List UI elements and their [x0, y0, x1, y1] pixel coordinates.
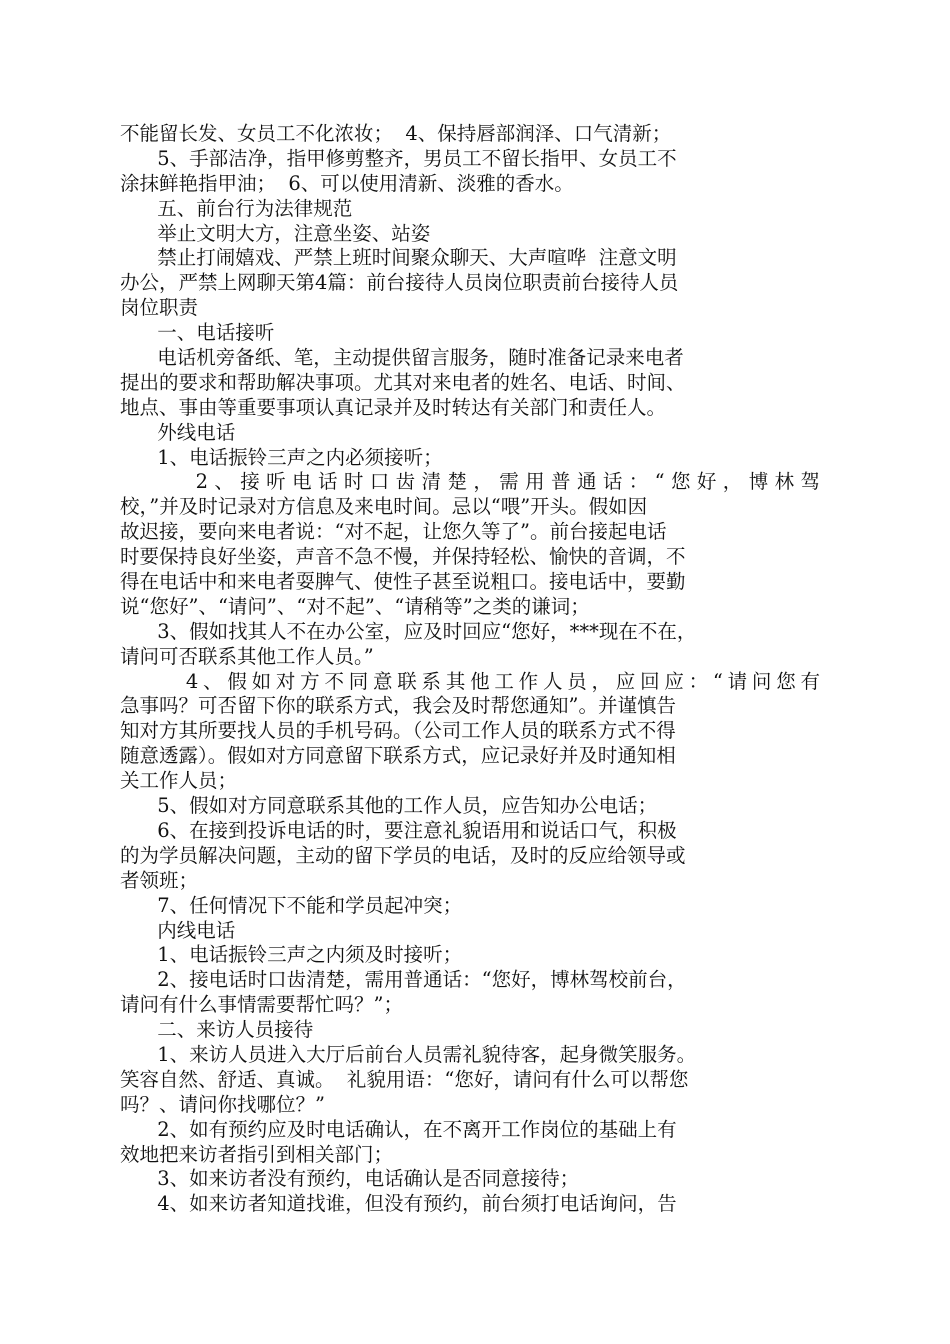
text-line: 禁止打闹嬉戏、严禁上班时间聚众聊天、大声喧哗 注意文明	[120, 246, 677, 270]
text-line: 五、前台行为法律规范	[120, 196, 353, 220]
text-line: 知对方其所要找人员的手机号码。（公司工作人员的联系方式不得	[120, 719, 676, 743]
text-line: 的为学员解决问题，主动的留下学员的电话，及时的反应给领导或	[120, 843, 686, 867]
text-line: 5、假如对方同意联系其他的工作人员，应告知办公电话；	[120, 794, 658, 818]
text-line: 2、如有预约应及时电话确认，在不离开工作岗位的基础上有	[120, 1117, 677, 1141]
text-line: 外线电话	[120, 420, 236, 444]
text-line: 举止文明大方，注意坐姿、站姿	[120, 221, 431, 245]
text-line: 得在电话中和来电者耍脾气、使性子甚至说粗口。接电话中，要勤	[120, 570, 686, 594]
text-line: 6、在接到投诉电话的时，要注意礼貌语用和说话口气，积极	[120, 818, 677, 842]
text-line: 不能留长发、女员工不化浓妆； 4、保持唇部润泽、口气清新；	[120, 122, 672, 145]
text-line: 随意透露）。假如对方同意留下联系方式，应记录好并及时通知相	[120, 744, 676, 768]
text-line: 时要保持良好坐姿，声音不急不慢，并保持轻松、愉快的音调，不	[120, 545, 686, 569]
text-line: 电话机旁备纸、笔，主动提供留言服务，随时准备记录来电者	[120, 346, 684, 370]
text-line: 效地把来访者指引到相关部门；	[120, 1142, 394, 1166]
text-line: 5、手部洁净，指甲修剪整齐，男员工不留长指甲、女员工不	[120, 146, 677, 170]
text-line: 地点、事由等重要事项认真记录并及时转达有关部门和责任人。	[120, 395, 667, 419]
text-line: 岗位职责	[120, 296, 199, 320]
text-line: 1、电话振铃三声之内必须接听；	[120, 445, 443, 469]
text-line: 请问可否联系其他工作人员。”	[120, 644, 374, 668]
text-line: 2、接电话时口齿清楚，需用普通话：“您好，博林驾校前台，	[120, 968, 687, 992]
document-body	[120, 122, 820, 1217]
text-line: 故迟接，要向来电者说：“对不起，让您久等了”。前台接起电话	[120, 520, 667, 544]
text-line: 7、任何情况下不能和学员起冲突；	[120, 893, 463, 917]
text-line: 4、如来访者知道找谁，但没有预约，前台须打电话询问，告	[120, 1192, 677, 1216]
text-line: 提出的要求和帮助解决事项。尤其对来电者的姓名、电话、时间、	[120, 370, 686, 394]
text-line: 3、假如找其人不在办公室，应及时回应“您好，***现在不在，	[120, 619, 697, 643]
text-line: 内线电话	[120, 918, 236, 942]
text-line: 者领班；	[120, 868, 199, 892]
text-line: 说“您好”、“请问”、“对不起”、“请稍等”之类的谦词；	[120, 594, 590, 618]
text-line: 请问有什么事情需要帮忙吗？”；	[120, 993, 403, 1017]
text-line: 一、电话接听	[120, 321, 275, 345]
text-line: 3、如来访者没有预约，电话确认是否同意接待；	[120, 1167, 580, 1191]
text-line: 急事吗？可否留下你的联系方式，我会及时帮您通知”。并谨慎告	[120, 694, 676, 718]
text-line: 办公，严禁上网聊天第4篇：前台接待人员岗位职责前台接待人员	[120, 271, 679, 295]
text-line: 笑容自然、舒适、真诚。 礼貌用语：“您好，请问有什么可以帮您	[120, 1067, 689, 1091]
text-line: 二、来访人员接待	[120, 1018, 314, 1042]
text-line: 1、来访人员进入大厅后前台人员需礼貌待客，起身微笑服务。	[120, 1042, 697, 1066]
text-line: 校，”并及时记录对方信息及来电时间。忌以“喂”开头。假如因	[120, 495, 648, 519]
text-line: 4、假如对方不同意联系其他工作人员，应回应：“请问您有	[120, 669, 820, 693]
text-line: 关工作人员；	[120, 769, 238, 793]
text-line: 涂抹鲜艳指甲油； 6、可以使用清新、淡雅的香水。	[120, 171, 574, 195]
text-line: 1、电话振铃三声之内须及时接听；	[120, 943, 463, 967]
text-line: 2、接听电话时口齿清楚，需用普通话：“您好，博林驾	[120, 470, 820, 494]
text-line: 吗？、请问你找哪位？”	[120, 1092, 325, 1116]
